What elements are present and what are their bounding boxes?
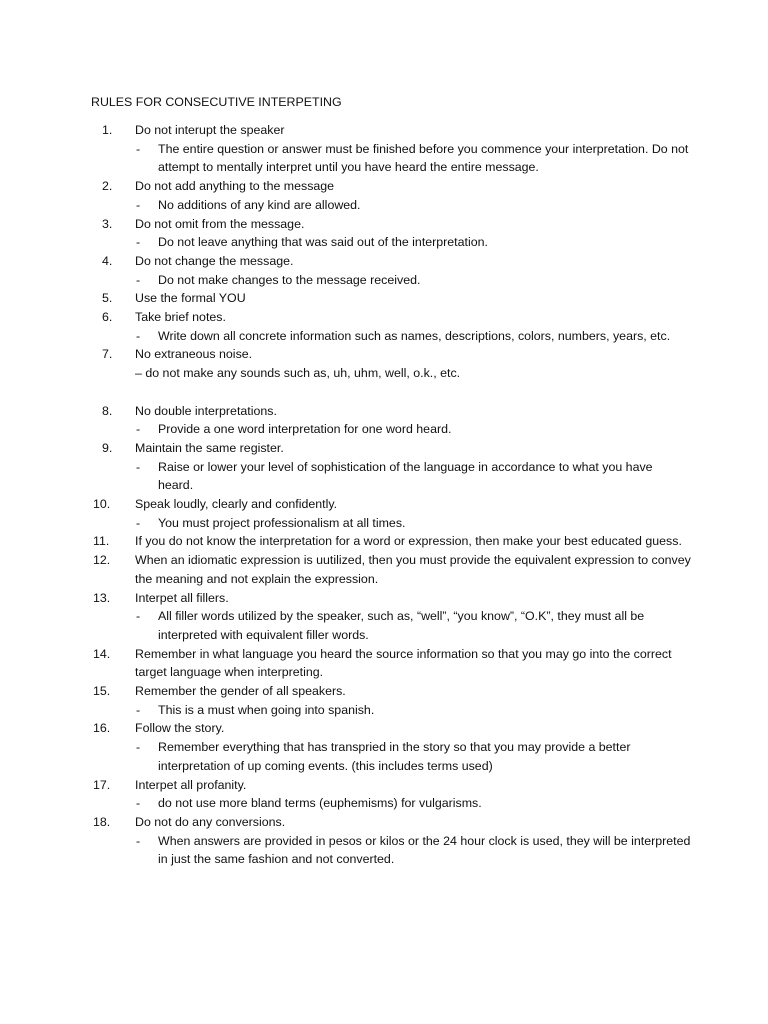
sub-list — [91, 832, 691, 869]
rule-number — [91, 813, 135, 832]
rule-number — [91, 289, 135, 308]
rule-number-text: 8. — [102, 403, 113, 418]
rule-line — [91, 532, 691, 551]
rule-line — [91, 589, 691, 608]
sub-item — [91, 794, 691, 813]
rule-item — [91, 719, 691, 775]
rule-number-text: 18. — [93, 815, 111, 829]
rule-text: Do not interupt the speaker — [135, 123, 285, 137]
rule-text: No double interpretations. — [135, 403, 277, 418]
rule-text: Do not do any conversions. — [135, 815, 286, 829]
sub-item-text: Provide a one word interpretation for one word heard. — [158, 422, 452, 437]
rule-number — [91, 215, 135, 234]
sub-list — [91, 607, 691, 644]
rule-number — [91, 121, 135, 140]
rule-number — [91, 682, 135, 701]
rule-number-text: 17. — [93, 777, 111, 792]
sub-item — [91, 271, 691, 290]
rule-text: Follow the story. — [135, 721, 225, 736]
rule-item — [91, 645, 691, 682]
rule-item — [91, 589, 691, 645]
sub-item — [91, 196, 691, 215]
rule-number-text: 9. — [102, 440, 113, 455]
rule-note: – do not make any sounds such as, uh, uhm, well, o.k., etc. — [135, 366, 461, 381]
rule-number — [91, 177, 135, 196]
dash-bullet: - — [136, 272, 141, 287]
sub-item-text: Remember everything that has transpried in the story so that you may provide a better interpretation of up coming events. (this includes terms used) — [158, 740, 631, 773]
rule-line — [91, 495, 691, 514]
sub-list — [91, 738, 691, 775]
rule-number-text: 5. — [102, 291, 113, 306]
document-title: RULES FOR CONSECUTIVE INTERPETING — [91, 95, 342, 109]
rule-line — [91, 551, 691, 588]
rule-text: Remember the gender of all speakers. — [135, 684, 346, 699]
sub-item-text: do not use more bland terms (euphemisms) for vulgarisms. — [158, 796, 482, 811]
dash-bullet: - — [136, 702, 141, 717]
sub-list — [91, 514, 691, 533]
rule-text: When an idiomatic expression is uutilized, then you must provide the equivalent expression to convey the meaning and not explain the expression. — [135, 553, 691, 586]
sub-item-text: When answers are provided in pesos or kilos or the 24 hour clock is used, they will be interpreted in just the same fashion and not converted. — [158, 833, 691, 867]
dash-bullet: - — [136, 422, 141, 437]
rule-text: Remember in what language you heard the source information so that you may go into the correct target language when interpreting. — [135, 646, 672, 680]
sub-item — [91, 607, 691, 644]
rule-text: Maintain the same register. — [135, 440, 284, 455]
dash-bullet: - — [136, 459, 141, 474]
rule-number-text: 3. — [102, 216, 113, 231]
rule-line — [91, 121, 691, 140]
rule-line — [91, 719, 691, 738]
rule-item — [91, 177, 691, 214]
rule-item — [91, 682, 691, 719]
rule-text: Do not add anything to the message — [135, 179, 335, 194]
dash-bullet: - — [136, 609, 141, 624]
rule-line — [91, 813, 691, 832]
sub-item-text: All filler words utilized by the speaker, such as, “well”, “you know”, “O.K”, they must all be interpreted with equivalent filler words. — [158, 609, 645, 642]
rule-number-text: 7. — [102, 347, 113, 362]
dash-bullet: - — [136, 833, 141, 848]
dash-bullet: - — [136, 197, 141, 212]
sub-item — [91, 701, 691, 720]
rule-text: Interpet all profanity. — [135, 777, 247, 792]
rule-item — [91, 776, 691, 813]
sub-item — [91, 233, 691, 252]
rule-item — [91, 252, 691, 289]
rule-number-text: 4. — [102, 253, 113, 268]
rule-line — [91, 215, 691, 234]
rule-item — [91, 215, 691, 252]
rule-line — [91, 682, 691, 701]
dash-bullet: - — [136, 515, 141, 530]
rule-number-text: 15. — [93, 684, 111, 699]
rule-item — [91, 551, 691, 588]
dash-bullet: - — [136, 141, 141, 156]
sub-item — [91, 327, 691, 346]
sub-list — [91, 233, 691, 252]
dash-bullet: - — [136, 740, 141, 755]
sub-list — [91, 701, 691, 720]
sub-item — [91, 458, 691, 495]
rule-item — [91, 402, 691, 439]
rule-line — [91, 345, 691, 364]
rule-text: Speak loudly, clearly and confidently. — [135, 497, 338, 512]
dash-bullet: - — [136, 235, 141, 250]
rule-line — [91, 402, 691, 421]
rule-line — [91, 177, 691, 196]
rule-number — [91, 252, 135, 271]
rule-line — [91, 439, 691, 458]
rule-item — [91, 345, 691, 401]
sub-item — [91, 140, 691, 177]
rule-line — [91, 308, 691, 327]
rules-list — [91, 121, 691, 869]
rule-text: Do not omit from the message. — [135, 216, 305, 231]
sub-list — [91, 794, 691, 813]
rule-text: No extraneous noise. — [135, 347, 253, 362]
sub-item-text: Do not make changes to the message received. — [158, 272, 421, 287]
sub-item-text: Write down all concrete information such as names, descriptions, colors, numbers, years, etc. — [158, 328, 671, 343]
sub-item — [91, 832, 691, 869]
rule-number — [91, 551, 135, 570]
rule-number-text: 1. — [102, 123, 113, 137]
rule-number — [91, 345, 135, 364]
sub-item-text: No additions of any kind are allowed. — [158, 197, 361, 212]
rule-number — [91, 645, 135, 664]
rule-text: If you do not know the interpretation for a word or expression, then make your best educated guess. — [135, 534, 682, 549]
sub-item-text: The entire question or answer must be finished before you commence your interpretation. Do not attempt to mentally interpret until you have heard the entire message. — [158, 141, 689, 175]
rule-line — [91, 776, 691, 795]
rule-text: Do not change the message. — [135, 253, 294, 268]
rule-number-text: 11. — [93, 534, 110, 549]
rule-number — [91, 308, 135, 327]
sub-item-text: Raise or lower your level of sophistication of the language in accordance to what you have heard. — [158, 459, 653, 493]
rule-number-text: 2. — [102, 179, 113, 194]
rule-number-text: 13. — [93, 590, 111, 605]
rule-text: Interpet all fillers. — [135, 590, 229, 605]
sub-item-text: This is a must when going into spanish. — [158, 702, 375, 717]
sub-list — [91, 140, 691, 177]
rule-item — [91, 813, 691, 869]
blank-line — [91, 383, 691, 402]
rule-number — [91, 439, 135, 458]
sub-item — [91, 420, 691, 439]
rule-number — [91, 532, 135, 551]
rule-line — [91, 252, 691, 271]
rule-line — [91, 645, 691, 682]
rule-number-text: 14. — [93, 646, 111, 661]
rule-number-text: 6. — [102, 310, 113, 325]
sub-item-text: Do not leave anything that was said out of the interpretation. — [158, 235, 488, 250]
dash-bullet: - — [136, 328, 141, 343]
dash-bullet: - — [136, 796, 141, 811]
rule-number — [91, 495, 135, 514]
sub-list — [91, 196, 691, 215]
rule-item — [91, 121, 691, 177]
sub-list — [91, 327, 691, 346]
rule-number — [91, 589, 135, 608]
rule-number — [91, 719, 135, 738]
rule-line — [91, 289, 691, 308]
rule-item — [91, 308, 691, 345]
sub-list — [91, 271, 691, 290]
sub-item-text: You must project professionalism at all times. — [158, 515, 406, 530]
rule-number — [91, 402, 135, 421]
rule-text: Take brief notes. — [135, 310, 226, 325]
rule-number-text: 12. — [93, 553, 111, 568]
sub-list — [91, 420, 691, 439]
sub-item — [91, 738, 691, 775]
rule-text: Use the formal YOU — [135, 291, 246, 306]
rule-item — [91, 532, 691, 551]
rule-item — [91, 439, 691, 495]
rule-number — [91, 776, 135, 795]
rule-number-text: 16. — [93, 721, 111, 736]
sub-list — [91, 458, 691, 495]
rule-number-text: 10. — [93, 497, 111, 512]
rule-item — [91, 289, 691, 308]
sub-item — [91, 514, 691, 533]
rule-item — [91, 495, 691, 532]
